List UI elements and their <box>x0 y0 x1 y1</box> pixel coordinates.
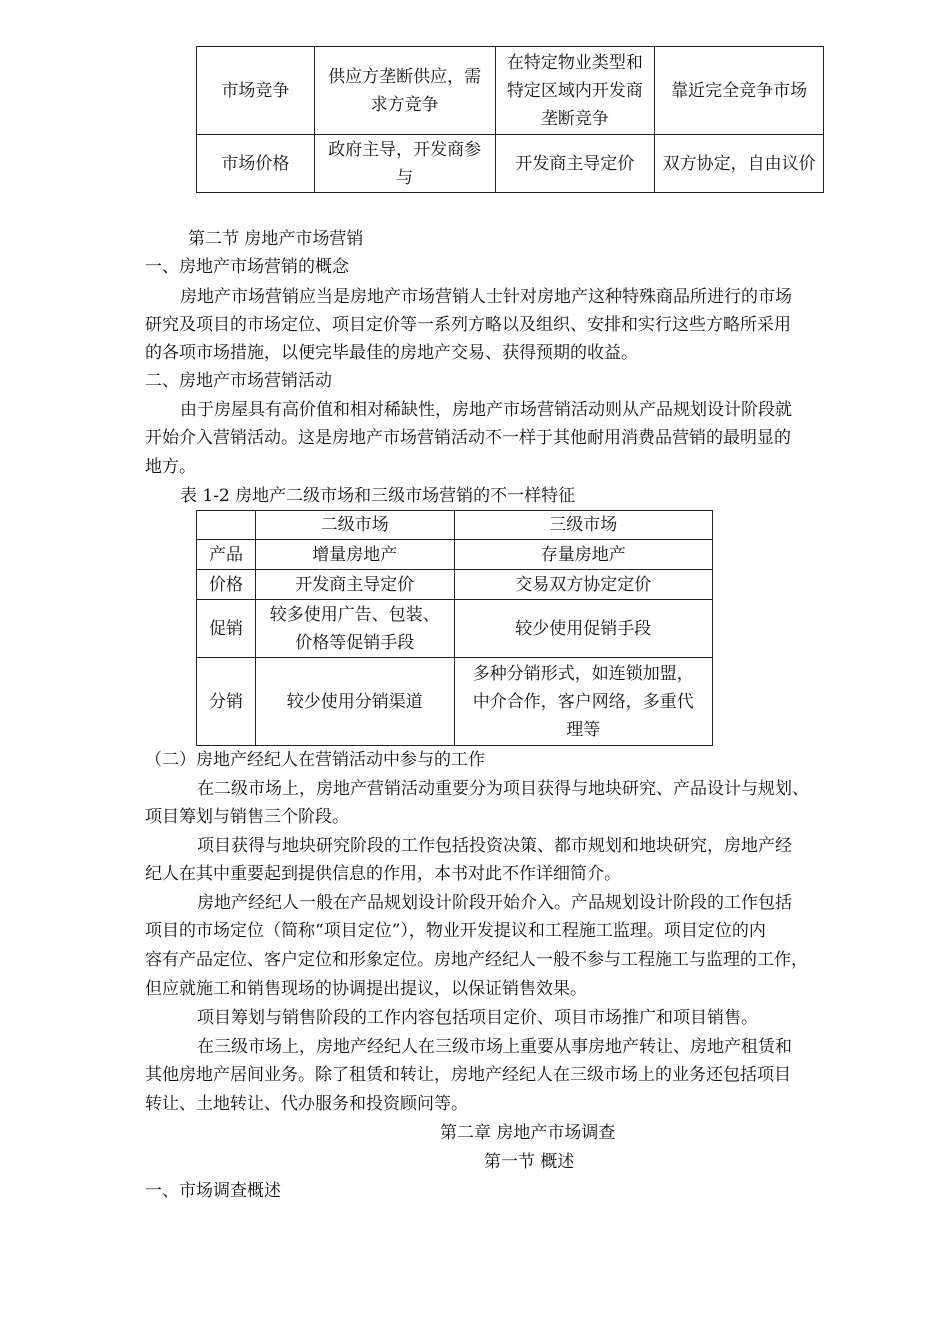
table-caption: 表 1-2 房地产二级市场和三级市场营销的不一样特征 <box>180 486 576 506</box>
table-cell <box>197 511 256 540</box>
table-cell: 交易双方协定定价 <box>454 570 712 600</box>
paragraph-line: 其他房地产居间业务。除了租赁和转让，房地产经纪人在三级市场上的业务还包括项目 <box>145 1065 791 1085</box>
table-row <box>197 47 824 135</box>
paragraph-line: 地方。 <box>145 457 196 477</box>
table-cell: 开发商主导定价 <box>255 570 454 600</box>
table-column-header: 三级市场 <box>454 511 712 540</box>
chapter-title: 第二章 房地产市场调查 <box>440 1123 616 1143</box>
table-cell: 存量房地产 <box>454 540 712 570</box>
paragraph-line: 房地产经纪人一般在产品规划设计阶段开始介入。产品规划设计阶段的工作包括 <box>197 893 792 913</box>
paragraph-line: 项目的市场定位（简称“项目定位”），物业开发提议和工程施工监理。项目定位的内 <box>145 921 766 941</box>
table-row <box>197 570 713 600</box>
table-cell: 靠近完全竞争市场 <box>655 47 824 135</box>
table-row-header: 产品 <box>197 540 256 570</box>
paragraph-line: 项目获得与地块研究阶段的工作包括投资决策、都市规划和地块研究，房地产经 <box>197 836 792 856</box>
paragraph-line: 房地产市场营销应当是房地产市场营销人士针对房地产这种特殊商品所进行的市场 <box>180 287 792 307</box>
paragraph-line: 项目筹划与销售阶段的工作内容包括项目定价、项目市场推广和项目销售。 <box>197 1008 758 1028</box>
table-cell: 双方协定，自由议价 <box>655 135 824 193</box>
table-row <box>197 658 713 746</box>
paragraph-line: 纪人在其中重要起到提供信息的作用，本书对此不作详细简介。 <box>145 864 621 884</box>
paragraph-line: 在二级市场上，房地产营销活动重要分为项目获得与地块研究、产品设计与规划、 <box>197 779 809 799</box>
table-cell: 多种分销形式，如连锁加盟，中介合作，客户网络，多重代理等 <box>454 658 712 746</box>
paragraph-line: 研究及项目的市场定位、项目定价等一系列方略以及组织、安排和实行这些方略所采用 <box>145 315 791 335</box>
table-cell: 增量房地产 <box>255 540 454 570</box>
paragraph-line: 由于房屋具有高价值和相对稀缺性，房地产市场营销活动则从产品规划设计阶段就 <box>180 400 792 420</box>
table-row <box>197 540 713 570</box>
heading: 二、房地产市场营销活动 <box>145 371 332 391</box>
table-header-row <box>197 511 713 540</box>
table-cell: 市场价格 <box>197 135 315 193</box>
table-row-header: 价格 <box>197 570 256 600</box>
heading: 一、市场调查概述 <box>145 1181 281 1201</box>
table-row <box>197 600 713 658</box>
table-cell: 较少使用促销手段 <box>454 600 712 658</box>
paragraph-line: 的各项市场措施，以便完毕最佳的房地产交易、获得预期的收益。 <box>145 343 638 363</box>
table-cell: 在特定物业类型和特定区域内开发商垄断竞争 <box>495 47 655 135</box>
section-title: 第一节 概述 <box>484 1152 575 1172</box>
table-column-header: 二级市场 <box>255 511 454 540</box>
paragraph-line: 但应就施工和销售现场的协调提出提议，以保证销售效果。 <box>145 979 587 999</box>
table-row-header: 分销 <box>197 658 256 746</box>
paragraph-line: 容有产品定位、客户定位和形象定位。房地产经纪人一般不参与工程施工与监理的工作， <box>145 950 808 970</box>
section-title: 第二节 房地产市场营销 <box>188 229 364 249</box>
heading: （二）房地产经纪人在营销活动中参与的工作 <box>145 750 485 770</box>
table-cell: 政府主导，开发商参与 <box>314 135 495 193</box>
paragraph-line: 开始介入营销活动。这是房地产市场营销活动不一样于其他耐用消费品营销的最明显的 <box>145 428 791 448</box>
table-cell: 供应方垄断供应，需求方竞争 <box>314 47 495 135</box>
table-cell: 开发商主导定价 <box>495 135 655 193</box>
paragraph-line: 项目筹划与销售三个阶段。 <box>145 807 349 827</box>
market-feature-table <box>196 510 713 746</box>
table-cell: 市场竞争 <box>197 47 315 135</box>
table-row-header: 促销 <box>197 600 256 658</box>
table-row <box>197 135 824 193</box>
paragraph-line: 在三级市场上，房地产经纪人在三级市场上重要从事房地产转让、房地产租赁和 <box>197 1037 792 1057</box>
heading: 一、房地产市场营销的概念 <box>145 257 349 277</box>
table-cell: 较多使用广告、包装、价格等促销手段 <box>255 600 454 658</box>
market-comparison-table <box>196 46 824 193</box>
table-cell: 较少使用分销渠道 <box>255 658 454 746</box>
paragraph-line: 转让、土地转让、代办服务和投资顾问等。 <box>145 1094 468 1114</box>
